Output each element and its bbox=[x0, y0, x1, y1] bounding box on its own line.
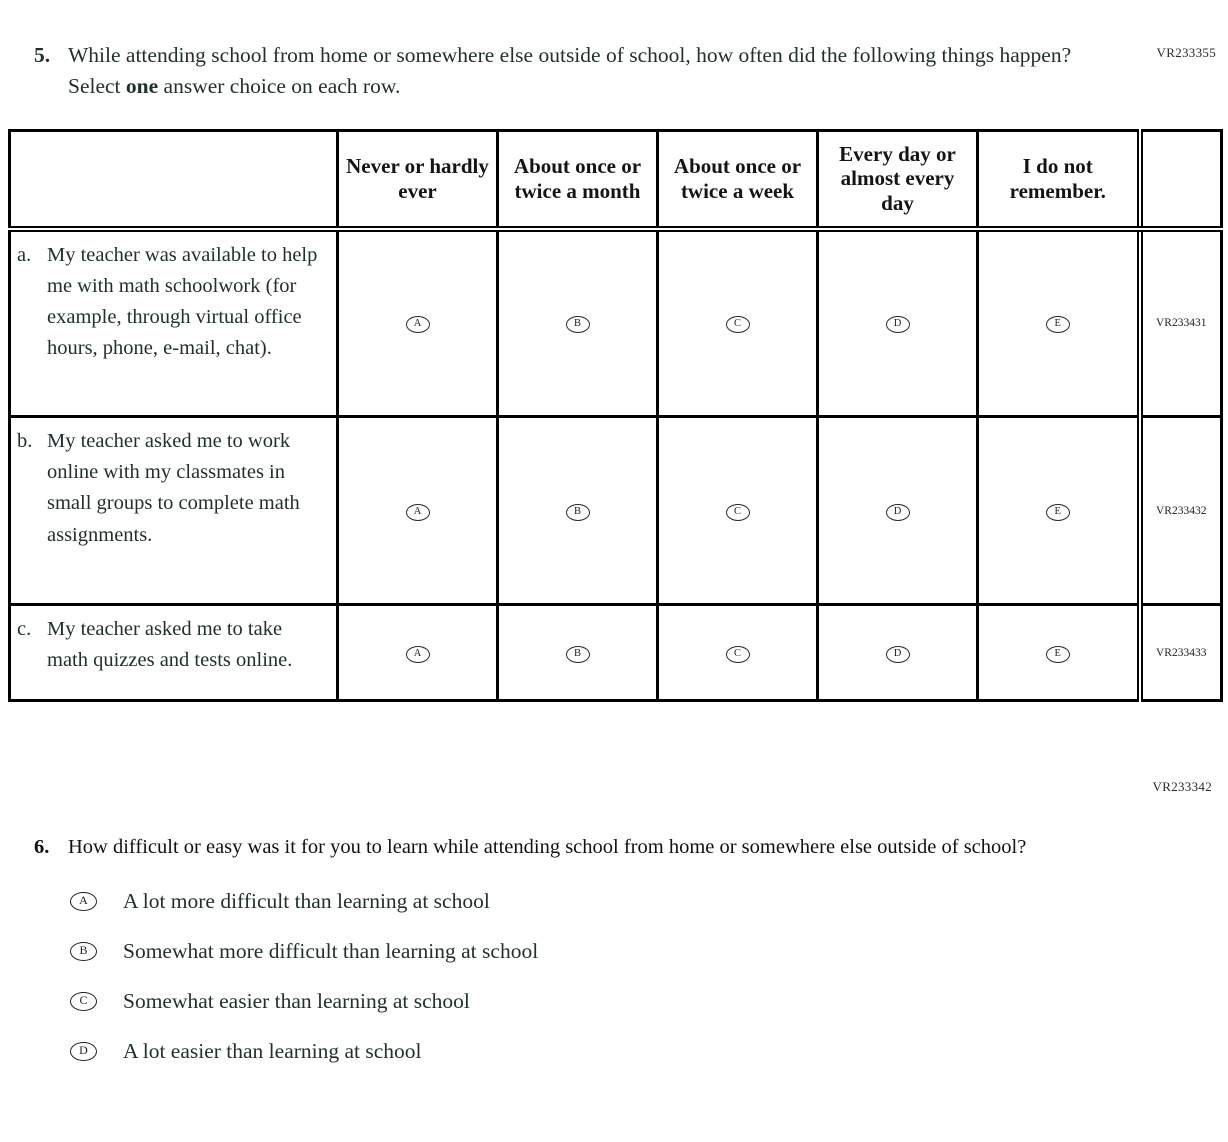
question-6 bbox=[34, 832, 1188, 863]
answer-bubble-b[interactable]: B bbox=[566, 316, 590, 333]
column-header-label: About once or twice a week bbox=[673, 154, 802, 203]
table-header-row bbox=[10, 131, 1222, 229]
option-label: A lot more difficult than learning at school bbox=[123, 888, 490, 913]
column-header-label: Never or hardly ever bbox=[346, 154, 489, 203]
answer-cell bbox=[498, 229, 658, 417]
row-statement-text: My teacher asked me to take math quizzes and tests online. bbox=[47, 618, 293, 672]
row-code: VR233433 bbox=[1140, 605, 1222, 701]
row-letter: b. bbox=[17, 430, 33, 453]
option-row bbox=[70, 1039, 1228, 1064]
answer-cell bbox=[818, 229, 978, 417]
page-code-middle-wrap bbox=[0, 778, 1212, 796]
row-code: VR233432 bbox=[1140, 417, 1222, 605]
answer-cell bbox=[978, 229, 1140, 417]
question-5-number: 5. bbox=[34, 43, 51, 67]
answer-bubble-c[interactable]: C bbox=[726, 504, 750, 521]
table-row bbox=[10, 417, 1222, 605]
answer-bubble-a[interactable]: A bbox=[406, 646, 430, 663]
answer-bubble-e[interactable]: E bbox=[1046, 504, 1070, 521]
option-label: A lot easier than learning at school bbox=[123, 1038, 422, 1063]
answer-bubble-e[interactable]: E bbox=[1046, 646, 1070, 663]
answer-bubble-d[interactable]: D bbox=[70, 1042, 97, 1061]
answer-cell bbox=[818, 605, 978, 701]
answer-bubble-b[interactable]: B bbox=[566, 646, 590, 663]
column-header-label: I do not remember. bbox=[1009, 154, 1106, 203]
question-5-prompt-end: answer choice on each row. bbox=[158, 73, 401, 98]
table-row bbox=[10, 229, 1222, 417]
row-letter: a. bbox=[17, 243, 32, 266]
answer-bubble-a[interactable]: A bbox=[406, 504, 430, 521]
question-5-prompt-start: While attending school from home or somewhere else outside of school, how often did the following things happen? Select bbox=[68, 43, 1072, 98]
option-label: Somewhat more difficult than learning at school bbox=[123, 938, 539, 963]
row-statement-a bbox=[10, 229, 338, 417]
question-6-prompt: How difficult or easy was it for you to learn while attending school from home or somewhere else outside of school? bbox=[68, 836, 1027, 859]
answer-cell bbox=[498, 417, 658, 605]
question-6-options bbox=[70, 889, 1228, 1064]
answer-cell bbox=[658, 605, 818, 701]
row-code: VR233431 bbox=[1140, 229, 1222, 417]
option-label: Somewhat easier than learning at school bbox=[123, 988, 470, 1013]
answer-bubble-a[interactable]: A bbox=[406, 316, 430, 333]
table-row bbox=[10, 605, 1222, 701]
answer-cell bbox=[658, 417, 818, 605]
column-header-once-week bbox=[658, 131, 818, 229]
code-column-header bbox=[1140, 131, 1222, 229]
answer-bubble-b[interactable]: B bbox=[70, 942, 97, 961]
answer-bubble-e[interactable]: E bbox=[1046, 316, 1070, 333]
question-5-prompt-bold: one bbox=[125, 73, 159, 98]
column-header-label: About once or twice a month bbox=[513, 154, 642, 203]
column-header-never bbox=[338, 131, 498, 229]
table-corner-cell bbox=[10, 131, 338, 229]
answer-cell bbox=[978, 417, 1140, 605]
answer-cell bbox=[338, 605, 498, 701]
column-header-not-remember bbox=[978, 131, 1140, 229]
question-6-number: 6. bbox=[34, 836, 50, 859]
frequency-table bbox=[8, 129, 1223, 702]
answer-bubble-c[interactable]: C bbox=[70, 992, 97, 1011]
option-row bbox=[70, 889, 1228, 914]
answer-bubble-d[interactable]: D bbox=[886, 504, 910, 521]
answer-cell bbox=[498, 605, 658, 701]
answer-bubble-c[interactable]: C bbox=[726, 316, 750, 333]
answer-bubble-d[interactable]: D bbox=[886, 646, 910, 663]
question-5 bbox=[34, 40, 1188, 101]
answer-bubble-d[interactable]: D bbox=[886, 316, 910, 333]
row-statement-b bbox=[10, 417, 338, 605]
column-header-once-month bbox=[498, 131, 658, 229]
row-statement-c bbox=[10, 605, 338, 701]
column-header-every-day bbox=[818, 131, 978, 229]
page-code-middle: VR233342 bbox=[1152, 779, 1212, 795]
answer-cell bbox=[978, 605, 1140, 701]
answer-bubble-b[interactable]: B bbox=[566, 504, 590, 521]
column-header-label: Every day or almost every day bbox=[839, 141, 956, 216]
answer-cell bbox=[338, 417, 498, 605]
answer-bubble-c[interactable]: C bbox=[726, 646, 750, 663]
row-statement-text: My teacher was available to help me with math schoolwork (for example, through virtual office hours, phone, e-mail, chat). bbox=[47, 243, 318, 359]
page-code-top: VR233355 bbox=[1156, 45, 1216, 60]
question-5-prompt bbox=[68, 40, 1098, 101]
option-row bbox=[70, 989, 1228, 1014]
option-row bbox=[70, 939, 1228, 964]
row-letter: c. bbox=[17, 618, 32, 641]
answer-cell bbox=[338, 229, 498, 417]
answer-cell bbox=[818, 417, 978, 605]
row-statement-text: My teacher asked me to work online with my classmates in small groups to complete math assignments. bbox=[47, 430, 300, 546]
answer-cell bbox=[658, 229, 818, 417]
answer-bubble-a[interactable]: A bbox=[70, 892, 97, 911]
